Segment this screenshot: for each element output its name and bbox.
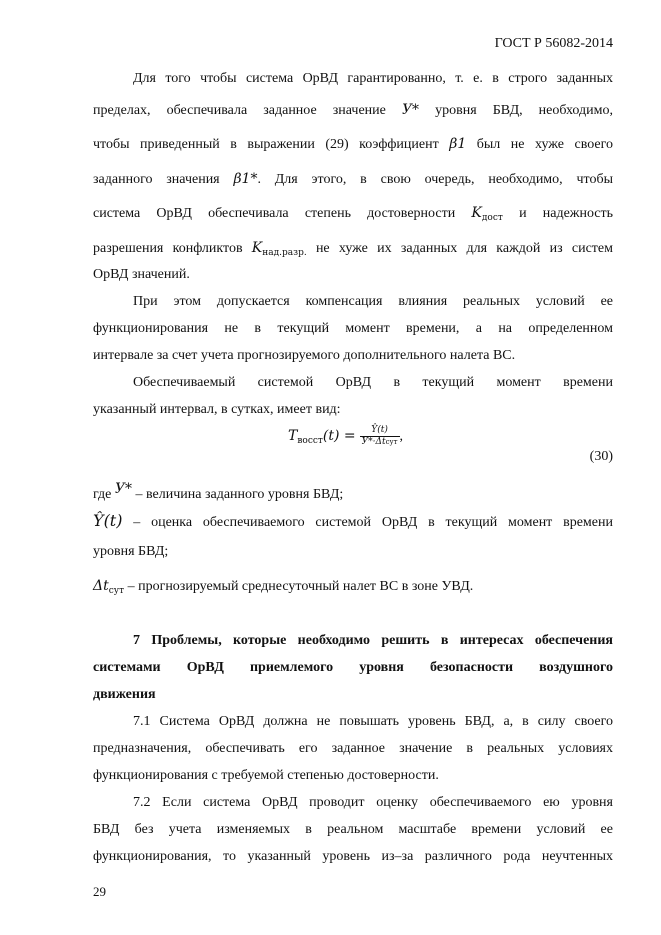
where-line2-cont: уровня БВД; (93, 544, 169, 559)
k-dost-symbol: $K_{дост}$ (471, 205, 503, 223)
standard-header: ГОСТ Р 56082-2014 (494, 36, 613, 51)
k-nad-symbol: $K_{над.разр.}$ (251, 240, 307, 258)
p3-line1: Обеспечиваемый системой ОрВД в текущий момент времени (133, 375, 613, 390)
where-line1 (93, 480, 613, 504)
section7-title-line2: системами ОрВД приемлемого уровня безопасности воздушного (93, 660, 613, 675)
p72-line3: функционирования, то указанный уровень из–за различного рода неучтенных (93, 849, 613, 864)
equation-30: $T_{восст}(t)$ = $\frac{Ŷ(t)}{\text{У*·Δtсут}}$ , (288, 425, 404, 447)
p1-line2 (93, 101, 613, 120)
where-2-text: – оценка обеспечиваемого системой ОрВД в текущий момент времени (133, 515, 613, 530)
p1-line4 (93, 170, 613, 189)
where-label: где (93, 487, 112, 502)
beta1-star-symbol: β1* (233, 171, 258, 187)
p1-line1: Для того чтобы система ОрВД гарантированно, т. е. в строго заданных (133, 71, 613, 86)
p72-line2: БВД без учета изменяемых в реальном масштабе времени условий ее (93, 822, 613, 837)
p3-line2: указанный интервал, в сутках, имеет вид: (93, 402, 341, 417)
p1-line5 (93, 204, 613, 227)
where-line2 (93, 512, 613, 532)
t-vosst-symbol: $T_{восст}(t)$ = (288, 428, 356, 447)
p1-line3 (93, 135, 613, 154)
p1-line6 (93, 239, 613, 262)
y-star-symbol-2: У* (114, 481, 133, 497)
section7-title-line3: движения (93, 687, 156, 702)
p72-line1: 7.2 Если система ОрВД проводит оценку обеспечиваемого ею уровня (133, 795, 613, 810)
dt-sut-symbol: $\Delta t_{сут}$ (93, 578, 125, 596)
p1-line2-b: уровня БВД, необходимо, (435, 103, 614, 118)
p1-line6-a: разрешения конфликтов (93, 241, 243, 256)
equation-fraction (360, 425, 400, 448)
p1-line7: ОрВД значений. (93, 267, 190, 282)
where-3-text: – прогнозируемый среднесуточный налет ВС в зоне УВД. (127, 579, 474, 594)
where-1-text: – величина заданного уровня БВД; (135, 487, 344, 502)
p1-line4-b: . Для этого, в свою очередь, необходимо, чтобы (257, 172, 613, 187)
p1-line3-b: был не хуже своего (476, 137, 614, 152)
fraction-numerator: Ŷ(t) (360, 425, 400, 437)
p1-line3-a: чтобы приведенный в выражении (29) коэффициент (93, 137, 439, 152)
fraction-denominator: У*·Δtсут (361, 437, 398, 447)
p1-line4-a: заданного значения (93, 172, 220, 187)
p1-line5-b: и надежность (519, 206, 614, 221)
p1-line6-b: не хуже их заданных для каждой из систем (315, 241, 613, 256)
section7-title-line1: 7 Проблемы, которые необходимо решить в интересах обеспечения (133, 633, 613, 648)
equation-number: (30) (589, 449, 613, 464)
where-line3 (93, 577, 613, 600)
p2-line1: При этом допускается компенсация влияния реальных условий ее (133, 294, 613, 309)
y-star-symbol: У* (401, 102, 420, 118)
p1-line2-a: пределах, обеспечивала заданное значение (93, 103, 386, 118)
p1-line5-a: система ОрВД обеспечивала степень достоверности (93, 206, 456, 221)
page-number: 29 (93, 884, 106, 899)
p2-line3: интервале за счет учета прогнозируемого дополнительного налета ВС. (93, 348, 516, 363)
beta1-symbol: β1 (449, 136, 467, 152)
p2-line2: функционирования не в текущий момент времени, а на определенном (93, 321, 613, 336)
p71-line3: функционирования с требуемой степенью достоверности. (93, 768, 439, 783)
y-hat-symbol: Ŷ(t) (93, 511, 123, 530)
p71-line2: предназначения, обеспечивать его заданное значение в реальных условиях (93, 741, 613, 756)
p71-line1: 7.1 Система ОрВД должна не повышать уровень БВД, а, в силу своего (133, 714, 613, 729)
